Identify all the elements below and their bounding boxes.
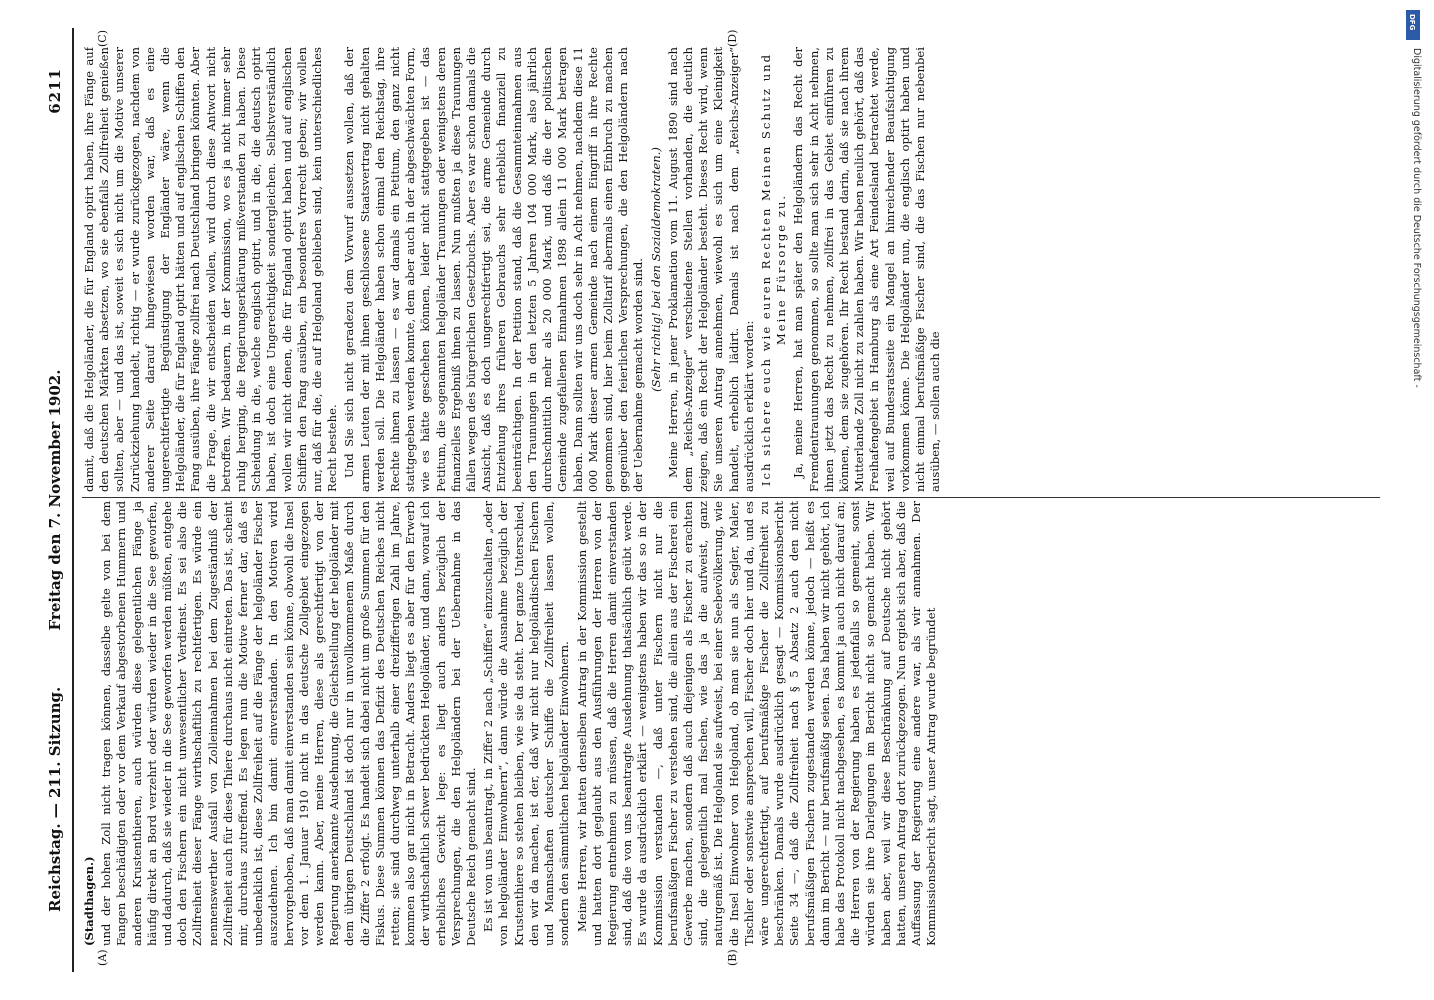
watermark-text: Digitalisierung gefördert durch die Deutsche Forschungsgemeinschaft - [1411,48,1422,388]
paragraph: Und Sie sich nicht geradezu dem Vorwurf aussetzen wollen, daß der armen Leuten der mit ihnen geschlossene Staatsvertrag nicht gehalten werden soll. Die Helgoländer haben schon einmal den Reichstag, ihre Rechte ihnen zu lassen — es war damals ein Petitum, den ganz nicht stattgegeben werden konnte, dem aber auch in der abgeschwächten Form, wie es hätte geschehen können, leider nicht stattgegeben ist — das Petitum, die sogenannten helgoländer Traunungen oder wenigstens deren finanzielles Ergebniß ihnen zu lassen. Nun mußten ja diese Traunungen fallen wegen des bürgerlichen Gesetzbuchs. Aber es war schon damals die Ansicht, daß es doch ungerechtfertigt sei, die arme Gemeinde durch Entziehung ihres früheren Gebrauchs sehr erheblich finanziell zu beeinträchtigen. In der Petition stand, daß die Gesammteinnahmen aus den Traunungen in den letzten 5 Jahren 104 000 Mark, also jährlich durchschnittlich mehr als 20 000 Mark, und daß die der politischen Gemeinde zugefallenen Einnahmen 1898 allein 11 000 Mark betragen haben. Dann sollten wir uns doch sehr in Acht nehmen, nachdem diese 11 000 Mark dieser armen Gemeinde nach einem Eingriff in ihre Rechte genommen sind, hier beim Zolltarif abermals einen Einbruch zu machen gegenüber den feierlichen Versprechungen, die den Helgoländern nach der Uebernahme gemacht worden sind. [342,47,646,492]
quotation: Ich sichere euch wie euren Rechten Meinen Schutz und Meine Fürsorge zu. [758,52,789,487]
right-column [82,47,1380,492]
margin-mark-a: (A) [96,949,109,966]
left-column [82,501,1380,946]
page-header [42,28,70,972]
interjection: (Sehr richtig! bei den Sozialdemokraten.) [648,147,663,392]
column-divider [82,497,1380,498]
document-page [36,18,1390,982]
page-number: 6211 [46,68,64,114]
header-rule [72,28,74,972]
margin-mark-b: (B) [726,949,739,966]
funding-watermark [1404,0,1434,1000]
paragraph: Meine Herren, in jener Proklamation vom 11. August 1890 sind nach dem „Reichs-Anzeiger“ verschiedene Stellen vorhanden, die deutlich zeigen, daß ein Recht der Helgoländer besteht. Dieses Recht wird, wenn Sie unseren Antrag annehmen, wiewohl es sich um eine Kleinigkeit handelt, erheblich lädirt. Damals ist nach dem „Reichs-Anzeiger“ ausdrücklich erklärt worden: [665,47,756,492]
dfg-logo: DFG [1406,10,1420,40]
margin-mark-c: (C) [96,30,109,47]
paragraph: damit, daß die Helgoländer, die für England optirt haben, ihre Fänge auf den deutschen Märkten absetzen, wo sie ebenfalls Zollfreiheit genießen sollten, aber — und das ist, soweit es sich nicht um die Motive unserer Zurückziehung handelt, richtig — er wurde zurückgezogen, nachdem von anderer Seite darauf hingewiesen worden war, daß es eine ungerechtfertigte Begünstigung der Engländer wäre, wenn die Helgoländer, die für England optirt hätten und auf englischen Schiffen den Fang ausüben, ihre Fänge zollfrei nach Deutschland bringen könnten. Aber die Frage, die wir entscheiden wollen, wird durch diese Antwort nicht betroffen. Wir bedauern, in der Kommission, wo es ja nicht immer sehr ruhig herging, die Regierungserklärung mißverstanden zu haben. Diese Scheidung in die, welche englisch optirt, und in die, die deutsch optirt haben, ist doch eine Ungerechtigkeit sondergleichen. Selbstverständlich wollen wir nicht denen, die für England optirt haben und auf englischen Schiffen den Fang ausüben, ein besonderes Vorrecht geben; wir wollen nur, daß für die, die auf Helgoland geblieben sind, kein unterschiedliches Recht bestehe. [82,47,340,492]
header-date: Freitag den 7. November 1902. [46,369,64,631]
paragraph: Meine Herren, wir hatten denselben Antrag in der Kommission gestellt und hatten dort geglaubt aus den Ausführungen der Herren von der Regierung entnehmen zu müssen, daß die Herren damit einverstanden sind, daß die von uns beantragte Ausdehnung thatsächlich geübt werde. Es wurde da ausdrücklich erklärt — wenigstens haben wir das so in der Kommission verstanden —, daß unter Fischern nicht nur die berufsmäßigen Fischer zu verstehen sind, die allein aus der Fischerei ein Gewerbe machen, sondern daß auch diejenigen als Fischer zu erachten sind, die gelegentlich mal fischen, wie das ja die aufweist, ganz naturgemäß ist. Die Helgoland sie aufweist, bei einer Seebevölkerung, wie die Insel Einwohner von Helgoland, ob man sie nun als Segler, Maler, Tischler oder sonstwie ansprechen will, Fischer doch hier und da, und es wäre ungerechtfertigt, auf berufsmäßige Fischer die Zollfreiheit zu beschränken. Damals wurde ausdrücklich gesagt — Kommissionsbericht Seite 34 —, daß die Zollfreiheit nach § 5 Absatz 2 auch den nicht berufsmäßigen Fischern zugestanden werden könne, jedoch — heißt es dann im Bericht — nur berufsmäßig seien. Das haben wir nicht gehört, ich habe das Protokoll nicht nachgesehen, es kommt ja auch nicht darauf an; die Herren von der Regierung haben es jedenfalls so gemeint, sonst würden sie ihre Darlegungen im Bericht nicht so gemacht haben. Wir haben aber, weil wir diese Beschränkung auf Deutsche nicht gehört hatten, unseren Antrag dort zurückgezogen. Nun ergiebt sich aber, daß die Auffassung der Regierung eine andere war, als wir annahmen. Der Kommissionsbericht sagt, unser Antrag wurde begründet [574,501,939,946]
paragraph: und der hohen Zoll nicht tragen können, dasselbe gelte von bei dem Fangen beschädigten oder vor dem Verkauf abgestorbenen Hummern und anderen Krustenthieren, auch würden diese gelegentlichen Fänge ja häufig direkt an Bord verzehrt oder würden wieder in die See geworfen, und dadurch, daß sie wieder in die See geworfen werden müßten, entgehe doch den Fischern ein nicht unwesentlicher Verdienst. Es sei also die Zollfreiheit dieser Fänge wirthschaftlich zu rechtfertigen. Es würde ein nennenswerther Ausfall von Zolleinnahmen bei dem Zugeständniß der Zollfreiheit auch für diese Thiere durchaus nicht eintreten. Das ist, scheint mir, durchaus zutreffend. Es legen nun die Motive ferner dar, daß es unbedenklich ist, diese Zollfreiheit auf die Fänge der helgoländer Fischer auszudehnen. Ich bin damit einverstanden. In den Motiven wird hervorgehoben, daß man damit einverstanden sein könne, obwohl die Insel vor dem 1. Januar 1910 nicht in das deutsche Zollgebiet eingezogen werden kann. Aber, meine Herren, diese als gerechtfertigt von der Regierung anerkannte Ausdehnung, die Gleichstellung der helgoländer mit dem übrigen Deutschland ist doch nur in unvollkommenem Maße durch die Ziffer 2 erfolgt. Es handelt sich dabei nicht um große Summen für den Fiskus. Diese Summen können das Defizit des Deutschen Reiches nicht retten; sie sind durchweg unterhalb einer dreizifferigen Zahl im Jahre, kommen also gar nicht in Betracht. Anders liegt es aber für den Erwerb der wirthschaftlich schwer bedrückten Helgoländer, und dann, worauf ich erhebliches Gewicht lege: es liegt auch anders bezüglich der Versprechungen, die den Helgoländern bei der Uebernahme in das Deutsche Reich gemacht sind. [99,501,479,946]
paragraph: Es ist von uns beantragt, in Ziffer 2 nach „Schiffen“ einzuschalten „oder von helgoländer Einwohnern“, dann würde die Ausnahme bezüglich der Krustenthiere so stehen bleiben, wie sie da steht. Der ganze Unterschied, den wir da machen, ist der, daß wir nicht nur helgoländischen Fischern und Mannschaften deutscher Schiffe die Zollfreiheit lassen wollen, sondern den sämmtlichen helgoländer Einwohnern. [481,501,572,946]
header-left: Reichstag. — 211. Sitzung. [46,686,64,912]
margin-mark-d: (D) [726,29,739,47]
paragraph: Ja, meine Herren, hat man später den Helgoländern das Recht der Fremdentraunungen genommen, so sollte man sich sehr in Acht nehmen, ihnen jetzt das Recht zu nehmen, zollfrei in das Gebiet einführen zu können, dem sie zugehören. Ihr Recht bestand darin, daß sie nach ihrem Mutterlande Zoll nicht zu zahlen haben. Wir haben neulich gehört, daß das Freihafengebiet in Hamburg als eine Art Feindesland betrachtet werde, weil auf Bundesratsseite ein Mangel an hinreichender Beaufsichtigung vorkommen könne. Die Helgoländer nun, die englisch optirt haben und nicht einmal berufsmäßige Fischer sind, die das Fischen nur nebenbei ausüben, — sollen auch die [791,47,943,492]
speaker-label: (Stadthagen.) [82,856,96,946]
